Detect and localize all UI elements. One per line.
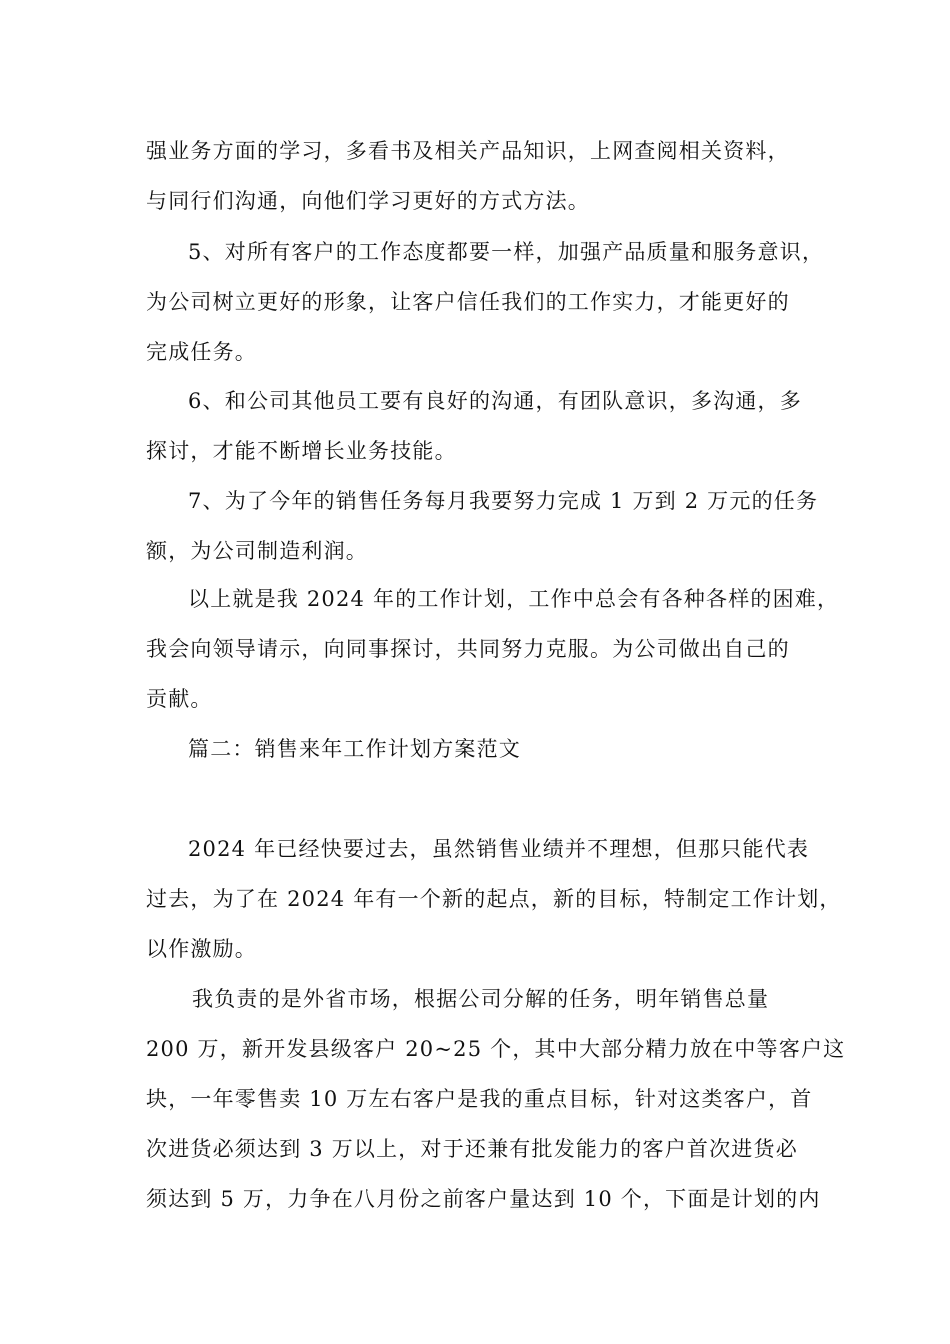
section-heading: 篇二：销售来年工作计划方案范文 <box>188 737 521 761</box>
list-item-5: 5、对所有客户的工作态度都要一样，加强产品质量和服务意识， <box>188 240 825 264</box>
paragraph-line: 以作激励。 <box>146 937 257 961</box>
paragraph-line: 块，一年零售卖 10 万左右客户是我的重点目标，针对这类客户，首 <box>146 1087 813 1111</box>
paragraph-line: 以上就是我 2024 年的工作计划，工作中总会有各种各样的困难， <box>188 587 840 611</box>
paragraph-line: 与同行们沟通，向他们学习更好的方式方法。 <box>146 189 590 213</box>
paragraph-line: 200 万，新开发县级客户 20~25 个，其中大部分精力放在中等客户这 <box>146 1037 846 1061</box>
paragraph-line: 额，为公司制造利润。 <box>146 539 368 563</box>
paragraph-line: 强业务方面的学习，多看书及相关产品知识，上网查阅相关资料， <box>146 139 790 163</box>
paragraph-line: 完成任务。 <box>146 340 257 364</box>
paragraph-line: 须达到 5 万，力争在八月份之前客户量达到 10 个，下面是计划的内 <box>146 1187 821 1211</box>
paragraph-line: 我会向领导请示，向同事探讨，共同努力克服。为公司做出自己的 <box>146 637 790 661</box>
list-item-7: 7、为了今年的销售任务每月我要努力完成 1 万到 2 万元的任务 <box>188 489 819 513</box>
paragraph-line: 次进货必须达到 3 万以上，对于还兼有批发能力的客户首次进货必 <box>146 1137 798 1161</box>
paragraph-line: 贡献。 <box>146 687 213 711</box>
paragraph-line: 过去，为了在 2024 年有一个新的起点，新的目标，特制定工作计划， <box>146 887 842 911</box>
paragraph-line: 我负责的是外省市场，根据公司分解的任务，明年销售总量 <box>192 987 770 1011</box>
paragraph-line: 为公司树立更好的形象，让客户信任我们的工作实力，才能更好的 <box>146 290 790 314</box>
list-item-6: 6、和公司其他员工要有良好的沟通，有团队意识，多沟通，多 <box>188 389 802 413</box>
paragraph-line: 2024 年已经快要过去，虽然销售业绩并不理想，但那只能代表 <box>188 837 810 861</box>
paragraph-line: 探讨，才能不断增长业务技能。 <box>146 439 457 463</box>
